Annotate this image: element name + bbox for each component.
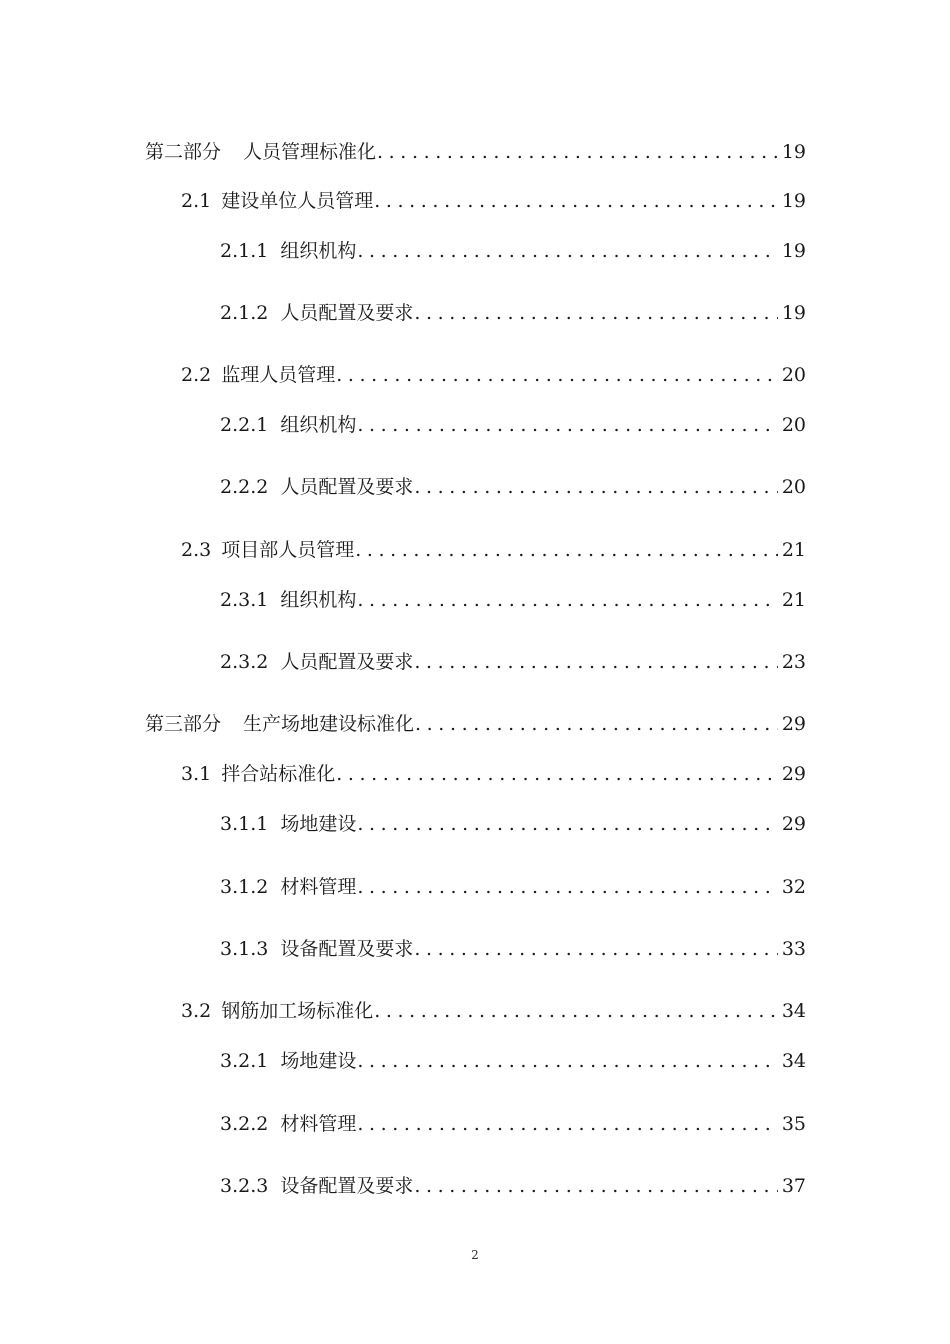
toc-entry-2-2-2 [220, 472, 806, 502]
toc-dot-leader [336, 759, 778, 789]
toc-dot-leader [357, 1109, 777, 1139]
toc-entry-page: 19 [781, 141, 806, 163]
toc-entry-number: 3.1 [181, 763, 212, 785]
toc-entry-title: 材料管理 [280, 1113, 357, 1135]
toc-dot-leader [357, 809, 777, 839]
toc-entry-page: 32 [781, 876, 806, 898]
toc-entry-title: 人员管理标准化 [243, 141, 377, 163]
toc-entry-title: 监理人员管理 [221, 364, 336, 386]
toc-entry-title: 建设单位人员管理 [221, 190, 374, 212]
toc-entry-2-1 [181, 186, 806, 216]
toc-entry-2-1-1 [220, 236, 806, 266]
toc-entry-title: 人员配置及要求 [280, 476, 414, 498]
toc-entry-title: 设备配置及要求 [280, 938, 414, 960]
toc-entry-3-2 [181, 996, 806, 1026]
toc-entry-title: 场地建设 [280, 1050, 357, 1072]
toc-dot-leader [414, 472, 777, 502]
toc-entry-page: 33 [781, 938, 806, 960]
toc-entry-page: 19 [781, 190, 806, 212]
toc-entry-3-2-1 [220, 1046, 806, 1076]
toc-entry-number: 第二部分 [145, 141, 222, 163]
toc-entry-title: 项目部人员管理 [221, 539, 355, 561]
toc-entry-title: 设备配置及要求 [280, 1175, 414, 1197]
toc-entry-title: 组织机构 [280, 589, 357, 611]
toc-entry-page: 21 [781, 589, 806, 611]
toc-entry-2-3-2 [220, 647, 806, 677]
toc-dot-leader [357, 410, 777, 440]
toc-entry-part-3 [145, 709, 806, 739]
toc-entry-title: 组织机构 [280, 414, 357, 436]
toc-dot-leader [357, 585, 777, 615]
toc-entry-title: 组织机构 [280, 240, 357, 262]
toc-entry-2-3-1 [220, 585, 806, 615]
toc-entry-page: 35 [781, 1113, 806, 1135]
toc-entry-number: 2.2.2 [220, 476, 269, 498]
toc-entry-number: 2.3 [181, 539, 212, 561]
toc-dot-leader [414, 298, 777, 328]
toc-entry-title: 人员配置及要求 [280, 302, 414, 324]
toc-entry-page: 29 [781, 763, 806, 785]
toc-entry-page: 19 [781, 240, 806, 262]
toc-entry-number: 2.1.1 [220, 240, 269, 262]
toc-entry-part-2 [145, 137, 806, 167]
toc-entry-title: 人员配置及要求 [280, 651, 414, 673]
toc-entry-number: 3.2 [181, 1000, 212, 1022]
toc-dot-leader [414, 1171, 777, 1201]
toc-entry-3-1-1 [220, 809, 806, 839]
toc-entry-title: 生产场地建设标准化 [243, 713, 415, 735]
toc-dot-leader [336, 360, 778, 390]
toc-entry-page: 29 [781, 713, 806, 735]
toc-entry-page: 19 [781, 302, 806, 324]
toc-entry-title: 场地建设 [280, 813, 357, 835]
toc-entry-2-2-1 [220, 410, 806, 440]
toc-entry-number: 3.2.1 [220, 1050, 269, 1072]
page-number: 2 [471, 1248, 479, 1262]
toc-entry-page: 23 [781, 651, 806, 673]
toc-entry-number: 2.1 [181, 190, 212, 212]
toc-dot-leader [357, 1046, 777, 1076]
toc-dot-leader [374, 996, 778, 1026]
toc-entry-title: 材料管理 [280, 876, 357, 898]
toc-entry-page: 37 [781, 1175, 806, 1197]
toc-entry-number: 2.3.1 [220, 589, 269, 611]
toc-entry-3-2-3 [220, 1171, 806, 1201]
toc-entry-number: 2.2.1 [220, 414, 269, 436]
toc-dot-leader [415, 709, 778, 739]
toc-dot-leader [374, 186, 778, 216]
toc-entry-number: 3.1.1 [220, 813, 269, 835]
toc-entry-number: 2.3.2 [220, 651, 269, 673]
toc-entry-number: 2.1.2 [220, 302, 269, 324]
toc-entry-3-1-2 [220, 872, 806, 902]
toc-entry-page: 20 [781, 364, 806, 386]
toc-entry-page: 29 [781, 813, 806, 835]
toc-dot-leader [357, 236, 777, 266]
toc-entry-3-2-2 [220, 1109, 806, 1139]
toc-dot-leader [355, 535, 778, 565]
toc-dot-leader [414, 934, 777, 964]
toc-entry-number: 3.1.3 [220, 938, 269, 960]
toc-entry-number: 3.1.2 [220, 876, 269, 898]
toc-entry-number: 第三部分 [145, 713, 222, 735]
toc-entry-2-1-2 [220, 298, 806, 328]
toc-dot-leader [357, 872, 777, 902]
toc-entry-3-1 [181, 759, 806, 789]
toc-entry-page: 20 [781, 476, 806, 498]
toc-entry-number: 3.2.3 [220, 1175, 269, 1197]
toc-entry-title: 钢筋加工场标准化 [221, 1000, 374, 1022]
toc-dot-leader [414, 647, 777, 677]
toc-entry-page: 34 [781, 1050, 806, 1072]
toc-entry-page: 20 [781, 414, 806, 436]
toc-entry-3-1-3 [220, 934, 806, 964]
toc-entry-page: 34 [781, 1000, 806, 1022]
toc-entry-number: 2.2 [181, 364, 212, 386]
toc-entry-number: 3.2.2 [220, 1113, 269, 1135]
toc-dot-leader [377, 137, 778, 167]
toc-entry-2-3 [181, 535, 806, 565]
toc-entry-page: 21 [781, 539, 806, 561]
toc-entry-title: 拌合站标准化 [221, 763, 336, 785]
toc-entry-2-2 [181, 360, 806, 390]
